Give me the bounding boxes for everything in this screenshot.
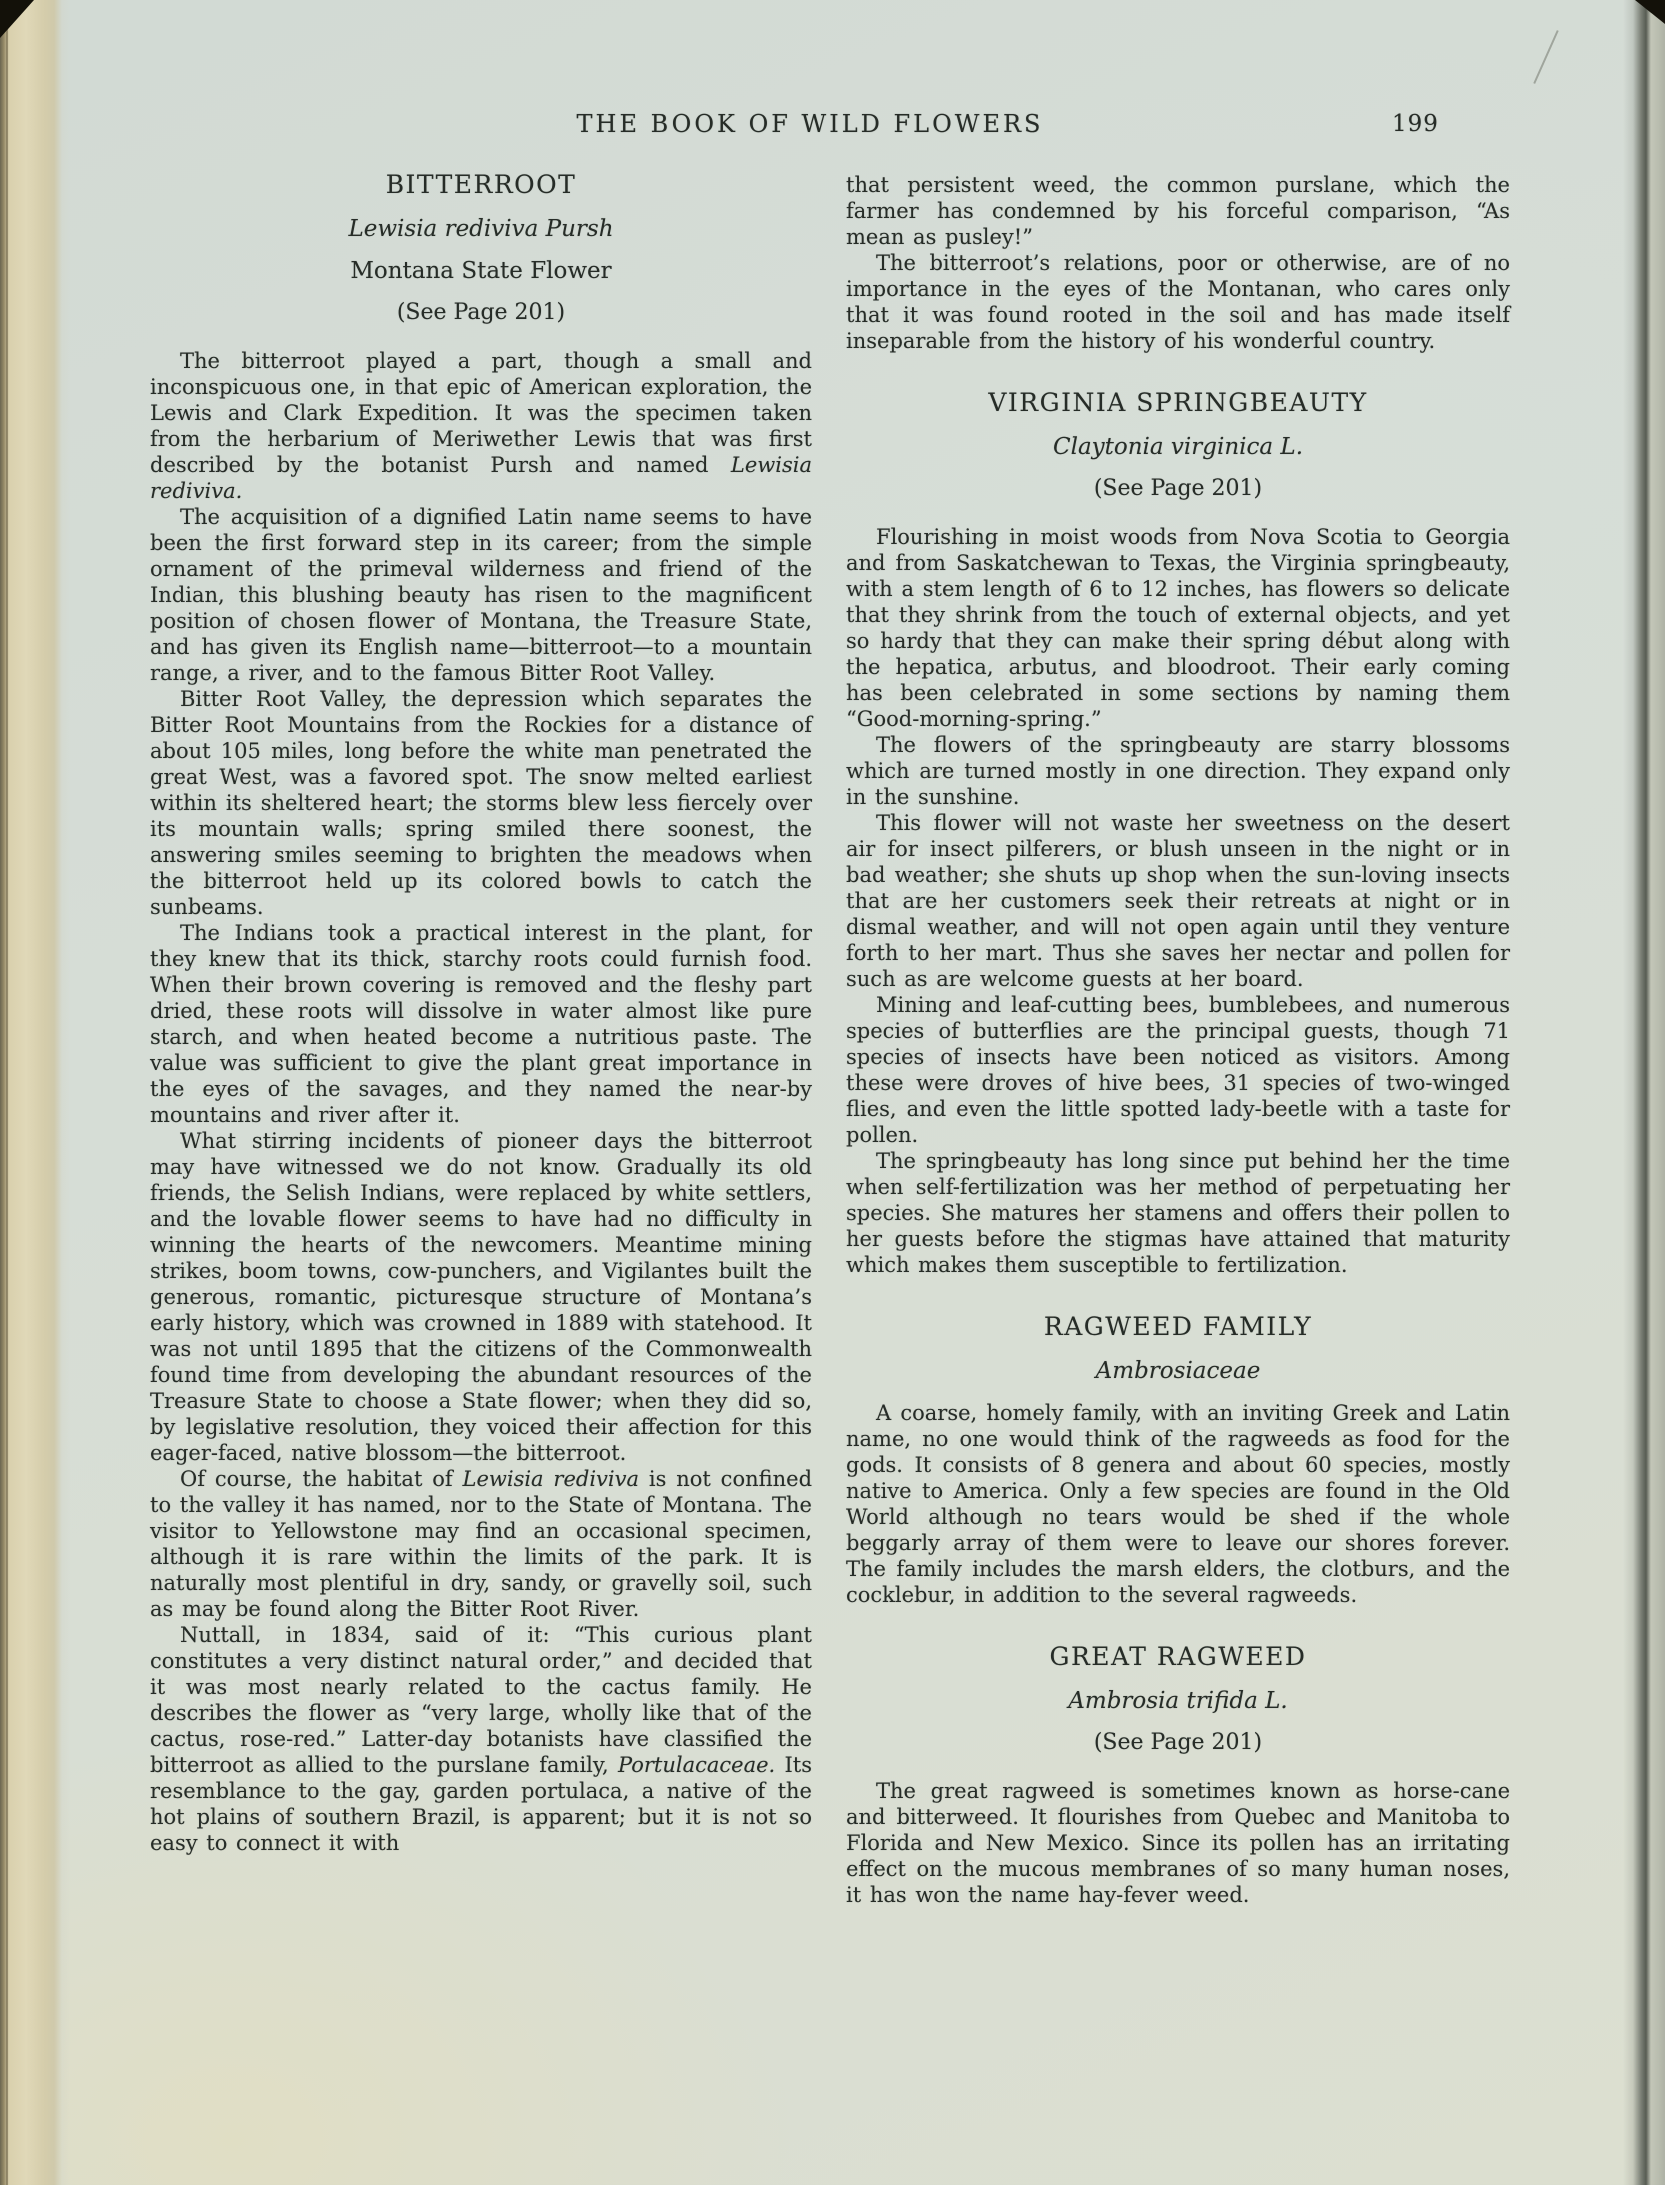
left-column (150, 172, 812, 1856)
paragraph (846, 250, 1510, 354)
paragraph (150, 1622, 812, 1856)
latin-name: Ambrosiaceae (1095, 1358, 1261, 1384)
body-text: A coarse, homely family, with an inviting Greek and Latin name, no one would think of the ragweeds as food for the gods. It consists of 8 genera and about 60 species, mostly native to America. Only a few species are found in the Old World although no tears would be shed if the whole beggarly array of them were to leave our shores forever. The family includes the marsh elders, the clotburs, and the cocklebur, in addition to the several ragweeds. (846, 1401, 1510, 1607)
paragraph (846, 810, 1510, 992)
page-left-edge (0, 0, 70, 2185)
page-number: 199 (1392, 111, 1439, 137)
running-title: THE BOOK OF WILD FLOWERS (576, 110, 1044, 138)
body-text: Mining and leaf-cutting bees, bumblebees, and numerous species of butterflies are the principal guests, though 71 species of insects have been noticed as visitors. Among these were droves of hive bees, 31 species of two-winged flies, and even the little spotted lady-beetle with a taste for pollen. (846, 993, 1510, 1147)
body-text: The acquisition of a dignified Latin name seems to have been the first forward step in its career; from the simple ornament of the primeval wilderness and friend of the Indian, this blushing beauty has risen to the magnificent position of chosen flower of Montana, the Treasure State, and has given its English name—bitterroot—to a mountain range, a river, and to the famous Bitter Root Valley. (150, 505, 812, 685)
section-heading: BITTERROOT (385, 170, 577, 199)
page-right-fold (1623, 0, 1665, 2185)
body-text: that persistent weed, the common purslane, which the farmer has condemned by his forceful comparison, “As mean as pusley!” (846, 173, 1510, 249)
paragraph (846, 1148, 1510, 1278)
body-text: Its resemblance to the gay, garden portulaca, a native of the hot plains of southern Brazil, is apparent; but it is not so easy to connect it with (150, 1753, 812, 1855)
see-page-ref: (See Page 201) (1093, 1730, 1263, 1755)
paragraph (846, 172, 1510, 250)
body-text: Of course, the habitat of (180, 1467, 463, 1491)
paragraph (150, 920, 812, 1128)
section-subtitle: Montana State Flower (350, 258, 612, 284)
body-text: The bitterroot’s relations, poor or otherwise, are of no importance in the eyes of the Montanan, who cares only that it was found rooted in the soil and has made itself inseparable from the history of his wonderful country. (846, 251, 1510, 353)
right-column (846, 172, 1510, 1908)
scratch-mark (1533, 30, 1558, 84)
section-heading: VIRGINIA SPRINGBEAUTY (988, 388, 1368, 417)
body-text: The bitterroot played a part, though a small and inconspicuous one, in that epic of American exploration, the Lewis and Clark Expedition. It was the specimen taken from the herbarium of Meriwether Lewis that was first described by the botanist Pursh and named (150, 349, 812, 477)
paragraph (150, 348, 812, 504)
body-text: The flowers of the springbeauty are starry blossoms which are turned mostly in one direction. They expand only in the sunshine. (846, 733, 1510, 809)
body-text: Bitter Root Valley, the depression which separates the Bitter Root Mountains from the Rockies for a distance of about 105 miles, long before the white man penetrated the great West, was a favored spot. The snow melted earliest within its sheltered heart; the storms blew less fiercely over its mountain walls; spring smiled there soonest, the answering smiles seeming to brighten the meadows when the bitterroot held up its colored bowls to catch the sunbeams. (150, 687, 812, 919)
paragraph (150, 1466, 812, 1622)
paragraph (846, 524, 1510, 732)
body-text: Flourishing in moist woods from Nova Scotia to Georgia and from Saskatchewan to Texas, the Virginia springbeauty, with a stem length of 6 to 12 inches, has flowers so delicate that they shrink from the touch of external objects, and yet so hardy that they can make their spring début along with the hepatica, arbutus, and bloodroot. Their early coming has been celebrated in some sections by naming them “Good-morning-spring.” (846, 525, 1510, 731)
body-text: The great ragweed is sometimes known as horse-cane and bitterweed. It flourishes from Quebec and Manitoba to Florida and New Mexico. Since its pollen has an irritating effect on the mucous membranes of so many human noses, it has won the name hay-fever weed. (846, 1779, 1510, 1907)
paragraph (846, 1400, 1510, 1608)
latin-name: Claytonia virginica L. (1052, 434, 1304, 460)
paragraph (150, 1128, 812, 1466)
paragraph (846, 992, 1510, 1148)
body-text: is not confined to the valley it has named, nor to the State of Montana. The visitor to Yellowstone may find an occasional specimen, although it is rare within the limits of the park. It is naturally most plentiful in dry, sandy, or gravelly soil, such as may be found along the Bitter Root River. (150, 1467, 813, 1621)
corner-shadow-top-left (0, 0, 34, 38)
body-text: The Indians took a practical interest in the plant, for they knew that its thick, starchy roots could furnish food. When their brown covering is removed and the fleshy part dried, these roots will dissolve in water almost like pure starch, and when heated become a nutritious paste. The value was sufficient to give the plant great importance in the eyes of the savages, and they named the near-by mountains and river after it. (150, 921, 812, 1127)
paragraph (846, 732, 1510, 810)
body-text: The springbeauty has long since put behind her the time when self-fertilization was her method of perpetuating her species. She matures her stamens and offers their pollen to her guests before the stigmas have attained that maturity which makes them susceptible to fertilization. (846, 1149, 1510, 1277)
latin-name: Lewisia rediviva Pursh (348, 216, 614, 242)
paragraph (150, 504, 812, 686)
see-page-ref: (See Page 201) (396, 300, 566, 325)
see-page-ref: (See Page 201) (1093, 476, 1263, 501)
paragraph (846, 1778, 1510, 1908)
body-text: Nuttall, in 1834, said of it: “This curious plant constitutes a very distinct natural order,” and decided that it was most nearly related to the cactus family. He describes the flower as “very large, wholly like that of the cactus, rose-red.” Latter-day botanists have classified the bitterroot as allied to the purslane family, (150, 1623, 812, 1777)
body-text: What stirring incidents of pioneer days the bitterroot may have witnessed we do not know. Gradually its old friends, the Selish Indians, were replaced by white settlers, and the lovable flower seems to have had no difficulty in winning the hearts of the newcomers. Meantime mining strikes, boom towns, cow-punchers, and Vigilantes built the generous, romantic, picturesque structure of Montana’s early history, which was crowned in 1889 with statehood. It was not until 1895 that the citizens of the Commonwealth found time from developing the abundant resources of the Treasure State to choose a State flower; when they did so, by legislative resolution, they voiced their affection for this eager-faced, native blossom—the bitterroot. (150, 1129, 812, 1465)
body-text: This flower will not waste her sweetness on the desert air for insect pilferers, or blush unseen in the night or in bad weather; she shuts up shop when the sun-loving insects that are her customers seek their retreats at night or in dismal weather, and will not open again until they venture forth to her mart. Thus she saves her nectar and pollen for such as are welcome guests at her board. (846, 811, 1510, 991)
italic-text: Portulacaceae. (617, 1753, 776, 1777)
section-heading: GREAT RAGWEED (1049, 1642, 1307, 1671)
latin-name: Ambrosia trifida L. (1068, 1688, 1288, 1714)
paragraph (150, 686, 812, 920)
italic-text: Lewisia rediviva (462, 1467, 640, 1491)
corner-shadow-top-right (1635, 0, 1665, 24)
italic-text: Lewisia rediviva. (150, 453, 812, 503)
section-heading: RAGWEED FAMILY (1043, 1312, 1313, 1341)
